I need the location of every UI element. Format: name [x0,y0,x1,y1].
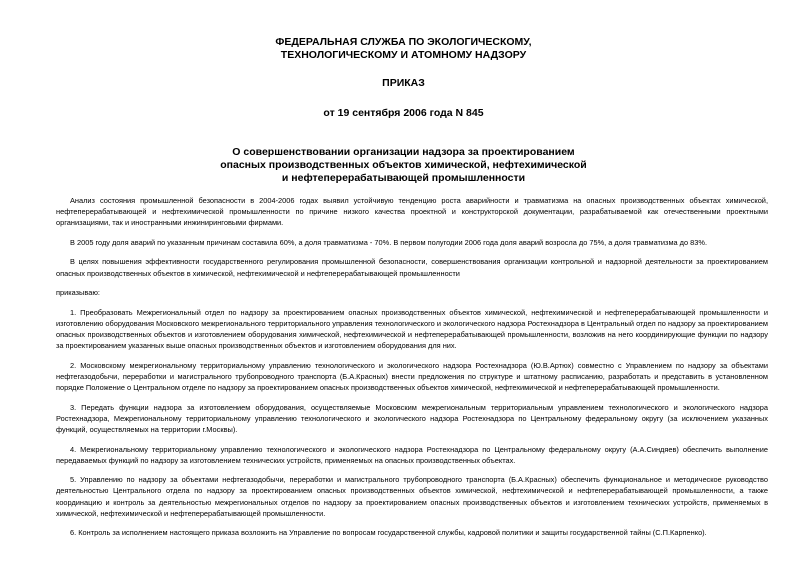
order-item-1: 1. Преобразовать Межрегиональный отдел по надзору за проектированием опасных производственных объектов химической, нефтехимической и нефтеперерабатывающей промышленности и изготовлению оборудования Московского межрегионального территориального управления технологического и экологического надзора Ростехнадзора в Центральный отдел по надзору за проектированием опасных производственных объектов и изготовлением оборудования химической, нефтехимической и нефтеперерабатывающей промышленности, возложив на него координирующие функции по надзору за проектированием указанных выше опасных производственных объектов и изготовлением оборудования для них. [56,307,768,351]
paragraph-order-word: приказываю: [56,288,100,298]
document-body [56,195,768,547]
document-title [0,146,807,185]
agency-name [0,36,807,62]
document-title-line-3: и нефтеперерабатывающей промышленности [281,172,526,184]
document-date: от 19 сентября 2006 года N 845 [323,107,484,119]
order-item-4: 4. Межрегиональному территориальному управлению технологического и экологического надзора Ростехнадзора по Центральному федеральному округу (А.А.Синдяев) обеспечить выполнение передаваемых функций по надзору за изготовлением технических устройств, применяемых на опасных производственных объектах. [56,444,768,465]
paragraph-purpose: В целях повышения эффективности государственного регулирования промышленной безопасности, совершенствования организации контрольной и надзорной деятельности за проектированием опасных производственных объектов в химической, нефтехимической и нефтеперерабатывающей промышленности [56,257,768,278]
order-item-6: 6. Контроль за исполнением настоящего приказа возложить на Управление по вопросам государственной службы, кадровой политики и защиты государственной тайны (С.П.Карпенко). [70,528,707,538]
order-item-3: 3. Передать функции надзора за изготовлением оборудования, осуществляемые Московским межрегиональным территориальным управлением технологического и экологического надзора Ростехнадзора, Межрегиональному территориальному управлению технологического и экологического надзора Ростехнадзора по Центральному федеральному округу (за исключением указанных функций, осуществляемых на территории г.Москвы). [56,402,768,435]
document-title-line-1: О совершенствовании организации надзора за проектированием [232,146,575,158]
document-type: ПРИКАЗ [382,77,425,89]
document-title-line-2: опасных производственных объектов химической, нефтехимической [220,159,587,171]
agency-name-line-1: ФЕДЕРАЛЬНАЯ СЛУЖБА ПО ЭКОЛОГИЧЕСКОМУ, [275,36,532,48]
paragraph-analysis: Анализ состояния промышленной безопасности в 2004-2006 годах выявил устойчивую тенденцию роста аварийности и травматизма на опасных производственных объектах химической, нефтеперерабатывающей и нефтехимической промышленности по причине низкого качества проектной и конструкторской документации, разрабатываемой как отечественными проектными организациями, так и иностранными инжиниринговыми фирмами. [56,196,768,228]
order-item-5: 5. Управлению по надзору за объектами нефтегазодобычи, переработки и магистрального трубопроводного транспорта (Б.А.Красных) обеспечить функциональное и методическое руководство деятельностью Центрального отдела по надзору за проектированием опасных производственных объектов химической, нефтехимической и нефтеперерабатывающей промышленности, а также координацию и контроль за деятельностью межрегиональных отделов по надзору за проектированием опасных производственных объектов и изготовлением технических устройств, применяемых в химической, нефтехимической и нефтеперерабатывающей промышленности. [56,475,768,518]
paragraph-statistics: В 2005 году доля аварий по указанным причинам составила 60%, а доля травматизма - 70%. В первом полугодии 2006 года доля аварий возросла до 75%, а доля травматизма до 83%. [70,237,708,247]
order-item-2: 2. Московскому межрегиональному территориальному управлению технологического и экологического надзора Ростехнадзора (Ю.В.Артюх) совместно с Управлением по надзору за объектами нефтегазодобычи, переработки и магистрального трубопроводного транспорта (Б.А.Красных) внести предложения по структуре и штатному расписанию, разработать и представить в установленном порядке Положение о Центральном отделе по надзору за проектированием опасных производственных объектов химической, нефтехимической и нефтеперерабатывающей промышленности. [56,360,768,393]
agency-name-line-2: ТЕХНОЛОГИЧЕСКОМУ И АТОМНОМУ НАДЗОРУ [280,49,527,61]
